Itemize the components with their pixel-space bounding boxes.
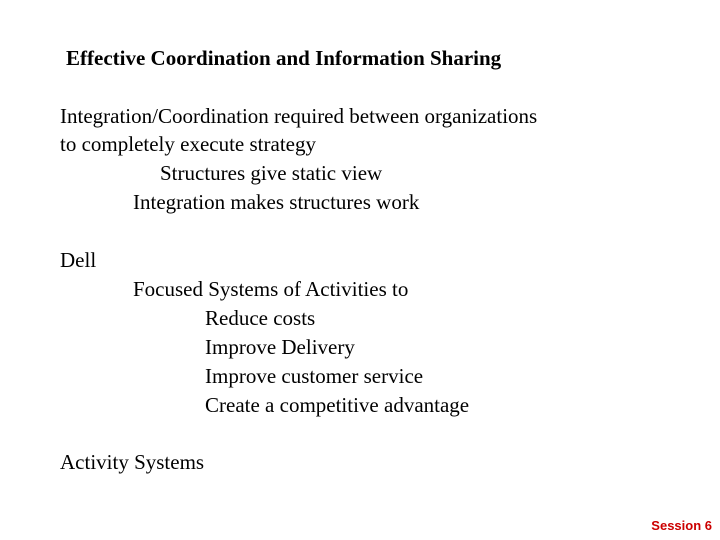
dell-item-improve-service: Improve customer service xyxy=(205,364,424,388)
dell-item-improve-delivery: Improve Delivery xyxy=(205,335,355,359)
slide-title: Effective Coordination and Information Sharing xyxy=(66,46,502,70)
dell-item-competitive-advantage: Create a competitive advantage xyxy=(205,393,470,417)
dell-heading: Dell xyxy=(60,248,97,272)
dell-item-reduce-costs: Reduce costs xyxy=(205,306,316,330)
session-label: Session 6 xyxy=(651,518,712,533)
dell-focus-line: Focused Systems of Activities to xyxy=(133,277,409,301)
integration-sub-2: Integration makes structures work xyxy=(133,190,420,214)
integration-line-2: to completely execute strategy xyxy=(60,132,316,156)
activity-systems: Activity Systems xyxy=(60,450,205,474)
integration-sub-1: Structures give static view xyxy=(160,161,383,185)
integration-line-1: Integration/Coordination required between organizations xyxy=(60,104,538,128)
